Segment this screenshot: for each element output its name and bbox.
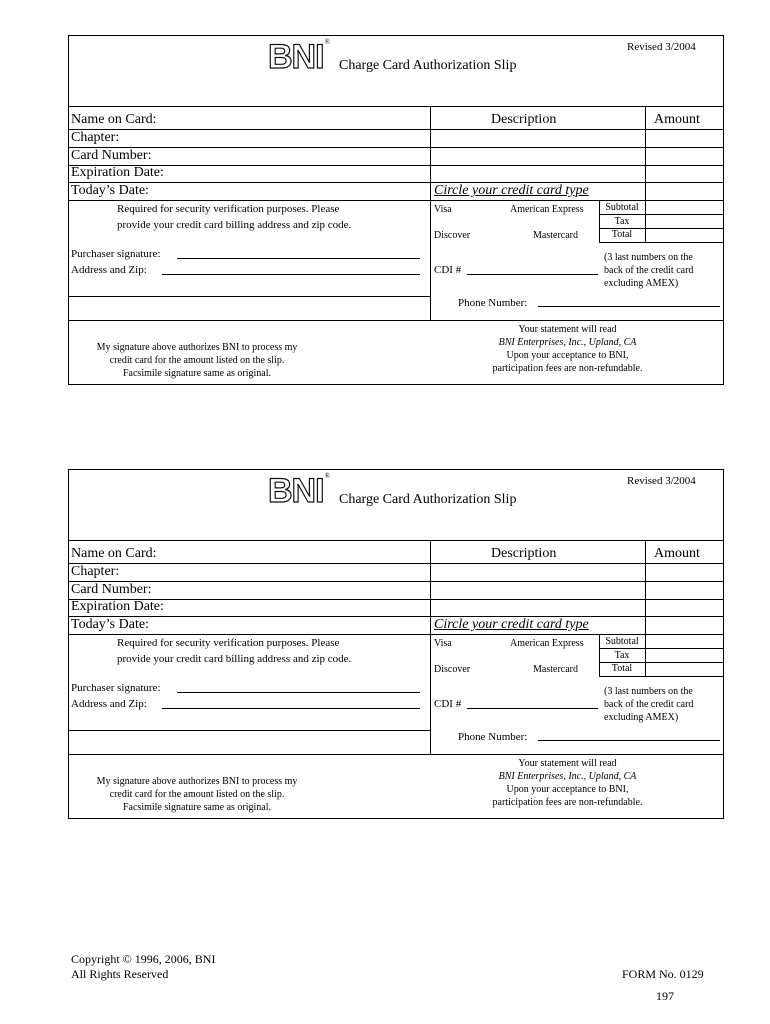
authorization-line-2: credit card for the amount listed on the slip. [109, 789, 285, 800]
phone-number-line[interactable] [538, 740, 720, 741]
card-type-american-express[interactable]: American Express [510, 204, 584, 215]
purchaser-signature-label: Purchaser signature: [71, 682, 161, 694]
statement-line-2: BNI Enterprises, Inc., Upland, CA [498, 337, 637, 348]
phone-number-label: Phone Number: [458, 731, 528, 743]
circle-card-type: Circle your credit card type [434, 183, 589, 198]
subtotal-label: Subtotal [605, 202, 639, 213]
statement-line-1: Your statement will read [518, 758, 617, 769]
tax-label: Tax [614, 216, 630, 227]
cdi-note-line-3: excluding AMEX) [604, 712, 679, 723]
statement-line-4: participation fees are non-refundable. [492, 797, 643, 808]
subtotal-field[interactable] [646, 201, 724, 214]
amount-header: Amount [654, 546, 700, 561]
statement-line-3: Upon your acceptance to BNI, [506, 784, 629, 795]
statement-line-2: BNI Enterprises, Inc., Upland, CA [498, 771, 637, 782]
cdi-note-line-2: back of the credit card [604, 699, 694, 710]
cdi-note-line-3: excluding AMEX) [604, 278, 679, 289]
phone-number-line[interactable] [538, 306, 720, 307]
cdi-label: CDI # [434, 264, 462, 276]
statement-line-1: Your statement will read [518, 324, 617, 335]
total-label: Total [611, 229, 633, 240]
total-field[interactable] [646, 229, 724, 242]
cdi-note-line-1: (3 last numbers on the [604, 252, 693, 263]
card-type-mastercard[interactable]: Mastercard [533, 664, 578, 675]
expiration-date-label: Expiration Date: [71, 599, 164, 614]
security-note-line-1: Required for security verification purposes. Please [117, 637, 340, 649]
card-type-american-express[interactable]: American Express [510, 638, 584, 649]
revised-date: Revised 3/2004 [627, 41, 696, 53]
phone-number-label: Phone Number: [458, 297, 528, 309]
card-number-label: Card Number: [71, 582, 152, 597]
card-type-visa[interactable]: Visa [434, 638, 452, 649]
chapter-label: Chapter: [71, 564, 120, 579]
security-note-line-1: Required for security verification purposes. Please [117, 203, 340, 215]
purchaser-signature-line[interactable] [177, 258, 420, 259]
circle-card-type: Circle your credit card type [434, 617, 589, 632]
authorization-line-2: credit card for the amount listed on the slip. [109, 355, 285, 366]
cdi-line[interactable] [467, 708, 598, 709]
form-number: FORM No. 0129 [622, 967, 704, 981]
card-number-label: Card Number: [71, 148, 152, 163]
cdi-label: CDI # [434, 698, 462, 710]
copyright: Copyright © 1996, 2006, BNI [71, 952, 216, 966]
purchaser-signature-line[interactable] [177, 692, 420, 693]
subtotal-field[interactable] [646, 635, 724, 648]
page-number: 197 [656, 989, 674, 1003]
security-note-line-2: provide your credit card billing address and zip code. [117, 653, 352, 665]
authorization-line-3: Facsimile signature same as original. [122, 368, 272, 379]
authorization-line-1: My signature above authorizes BNI to process my [96, 776, 298, 787]
todays-date-label: Today’s Date: [71, 617, 149, 632]
description-header: Description [491, 546, 557, 561]
bni-logo: BNI ® [268, 472, 330, 510]
bni-logo: BNI ® [268, 38, 330, 76]
name-on-card-label: Name on Card: [71, 546, 157, 561]
security-note-line-2: provide your credit card billing address and zip code. [117, 219, 352, 231]
slip-title: Charge Card Authorization Slip [339, 492, 517, 507]
slip-title: Charge Card Authorization Slip [339, 58, 517, 73]
todays-date-label: Today’s Date: [71, 183, 149, 198]
expiration-date-label: Expiration Date: [71, 165, 164, 180]
statement-line-3: Upon your acceptance to BNI, [506, 350, 629, 361]
card-type-discover[interactable]: Discover [434, 664, 471, 675]
revised-date: Revised 3/2004 [627, 475, 696, 487]
statement-line-4: participation fees are non-refundable. [492, 363, 643, 374]
card-type-visa[interactable]: Visa [434, 204, 452, 215]
total-field[interactable] [646, 663, 724, 676]
amount-header: Amount [654, 112, 700, 127]
total-label: Total [611, 663, 633, 674]
purchaser-signature-label: Purchaser signature: [71, 248, 161, 260]
cdi-note-line-2: back of the credit card [604, 265, 694, 276]
subtotal-label: Subtotal [605, 636, 639, 647]
charge-card-slip-bottom [68, 469, 724, 819]
cdi-note-line-1: (3 last numbers on the [604, 686, 693, 697]
address-zip-line[interactable] [162, 708, 420, 709]
chapter-label: Chapter: [71, 130, 120, 145]
authorization-line-1: My signature above authorizes BNI to process my [96, 342, 298, 353]
description-header: Description [491, 112, 557, 127]
address-zip-label: Address and Zip: [71, 698, 147, 710]
cdi-line[interactable] [467, 274, 598, 275]
all-rights-reserved: All Rights Reserved [71, 967, 169, 981]
charge-card-slip-top [68, 35, 724, 385]
authorization-line-3: Facsimile signature same as original. [122, 802, 272, 813]
address-zip-label: Address and Zip: [71, 264, 147, 276]
tax-label: Tax [614, 650, 630, 661]
address-zip-line[interactable] [162, 274, 420, 275]
card-type-mastercard[interactable]: Mastercard [533, 230, 578, 241]
name-on-card-label: Name on Card: [71, 112, 157, 127]
tax-field[interactable] [646, 215, 724, 228]
card-type-discover[interactable]: Discover [434, 230, 471, 241]
tax-field[interactable] [646, 649, 724, 662]
